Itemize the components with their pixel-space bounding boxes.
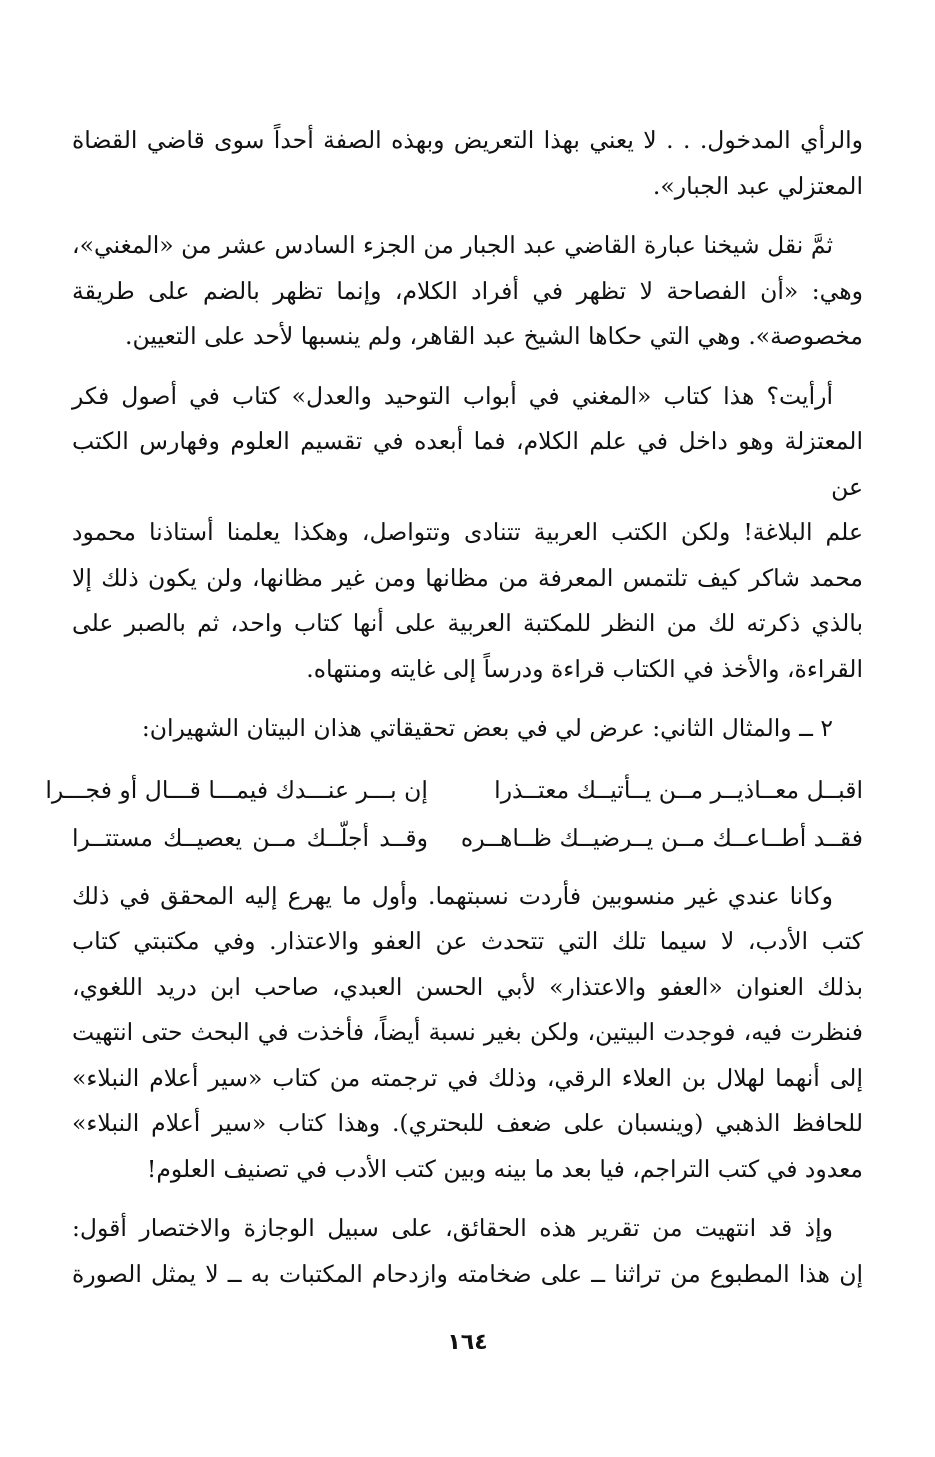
- text-line: إلى أنهما لهلال بن العلاء الرقي، وذلك في ترجمته من كتاب «سير أعلام النبلاء»: [72, 1063, 863, 1092]
- paragraph-3: [72, 374, 863, 693]
- text-line: للحافظ الذهبي (وينسبان على ضعف للبحتري). وهذا كتاب «سير أعلام النبلاء»: [72, 1109, 863, 1137]
- poem-verse: [72, 814, 863, 862]
- text-line: وإذ قد انتهيت من تقرير هذه الحقائق، على سبيل الوجازة والاختصار أقول:: [72, 1214, 833, 1242]
- paragraph-6: [72, 1206, 863, 1297]
- text-line: محمد شاكر كيف تلتمس المعرفة من مظانها ومن غير مظانها، ولن يكون ذلك إلا: [72, 563, 863, 592]
- text-line: بذلك العنوان «العفو والاعتذار» لأبي الحسن العبدي، صاحب ابن دريد اللغوي،: [72, 972, 863, 1001]
- text-line: بالذي ذكرته لك من النظر للمكتبة العربية على أنها كتاب واحد، ثم بالصبر على: [72, 609, 863, 637]
- paragraph-5: [72, 874, 863, 1193]
- text-line: ٢ ــ والمثال الثاني: عرض لي في بعض تحقيقاتي هذان البيتان الشهيران:: [141, 714, 833, 742]
- paragraph-4: [72, 706, 863, 752]
- poem-hemistich-second: وقــد أجلّــك مــن يعصيــك مستتــرا: [72, 823, 428, 852]
- poem: [45, 766, 863, 862]
- text-line: فنظرت فيه، فوجدت البيتين، ولكن بغير نسبة أيضاً، فأخذت في البحث حتى انتهيت: [72, 1018, 863, 1046]
- text-line: المعتزلي عبد الجبار».: [652, 171, 863, 200]
- paragraph-2: [72, 223, 863, 360]
- text-line: وكانا عندي غير منسوبين فأردت نسبتهما. وأول ما يهرع إليه المحقق في ذلك: [72, 881, 833, 910]
- paragraph-1: [72, 118, 863, 209]
- page-number: ١٦٤: [447, 1330, 488, 1355]
- poem-hemistich-first: اقبــل معــاذيــر مــن يــأتيــك معتــذرا: [494, 775, 863, 804]
- poem-hemistich-second: إن بـــر عنـــدك فيمـــا قـــال أو فجـــرا: [45, 775, 428, 804]
- text-line: إن هذا المطبوع من تراثنا ــ على ضخامته وازدحام المكتبات به ــ لا يمثل الصورة: [72, 1259, 863, 1288]
- poem-verse: [45, 766, 863, 814]
- text-line: القراءة، والأخذ في الكتاب قراءة ودرساً إلى غايته ومنتهاه.: [306, 654, 863, 683]
- page-body: [45, 118, 863, 1311]
- text-line: مخصوصة». وهي التي حكاها الشيخ عبد القاهر، ولم ينسبها لأحد على التعيين.: [125, 322, 863, 350]
- text-line: ثمَّ نقل شيخنا عبارة القاضي عبد الجبار من الجزء السادس عشر من «المغني»،: [72, 231, 833, 259]
- text-line: وهي: «أن الفصاحة لا تظهر في أفراد الكلام، وإنما تظهر بالضم على طريقة: [72, 276, 863, 305]
- text-line: المعتزلة وهو داخل في علم الكلام، فما أبعده في تقسيم العلوم وفهارس الكتب عن: [72, 427, 863, 501]
- text-line: علم البلاغة! ولكن الكتب العربية تتنادى وتتواصل، وهكذا يعلمنا أستاذنا محمود: [72, 518, 863, 546]
- text-line: معدود في كتب التراجم، فيا بعد ما بينه وبين كتب الأدب في تصنيف العلوم!: [146, 1154, 863, 1183]
- text-line: أرأيت؟ هذا كتاب «المغني في أبواب التوحيد والعدل» كتاب في أصول فكر: [72, 381, 833, 410]
- text-line: والرأي المدخول. . . لا يعني بهذا التعريض وبهذه الصفة أحداً سوى قاضي القضاة: [72, 126, 863, 154]
- text-line: كتب الأدب، لا سيما تلك التي تتحدث عن العفو والاعتذار. وفي مكتبتي كتاب: [72, 927, 863, 955]
- poem-hemistich-first: فقــد أطــاعــك مــن يــرضيــك ظــاهــره: [460, 823, 863, 852]
